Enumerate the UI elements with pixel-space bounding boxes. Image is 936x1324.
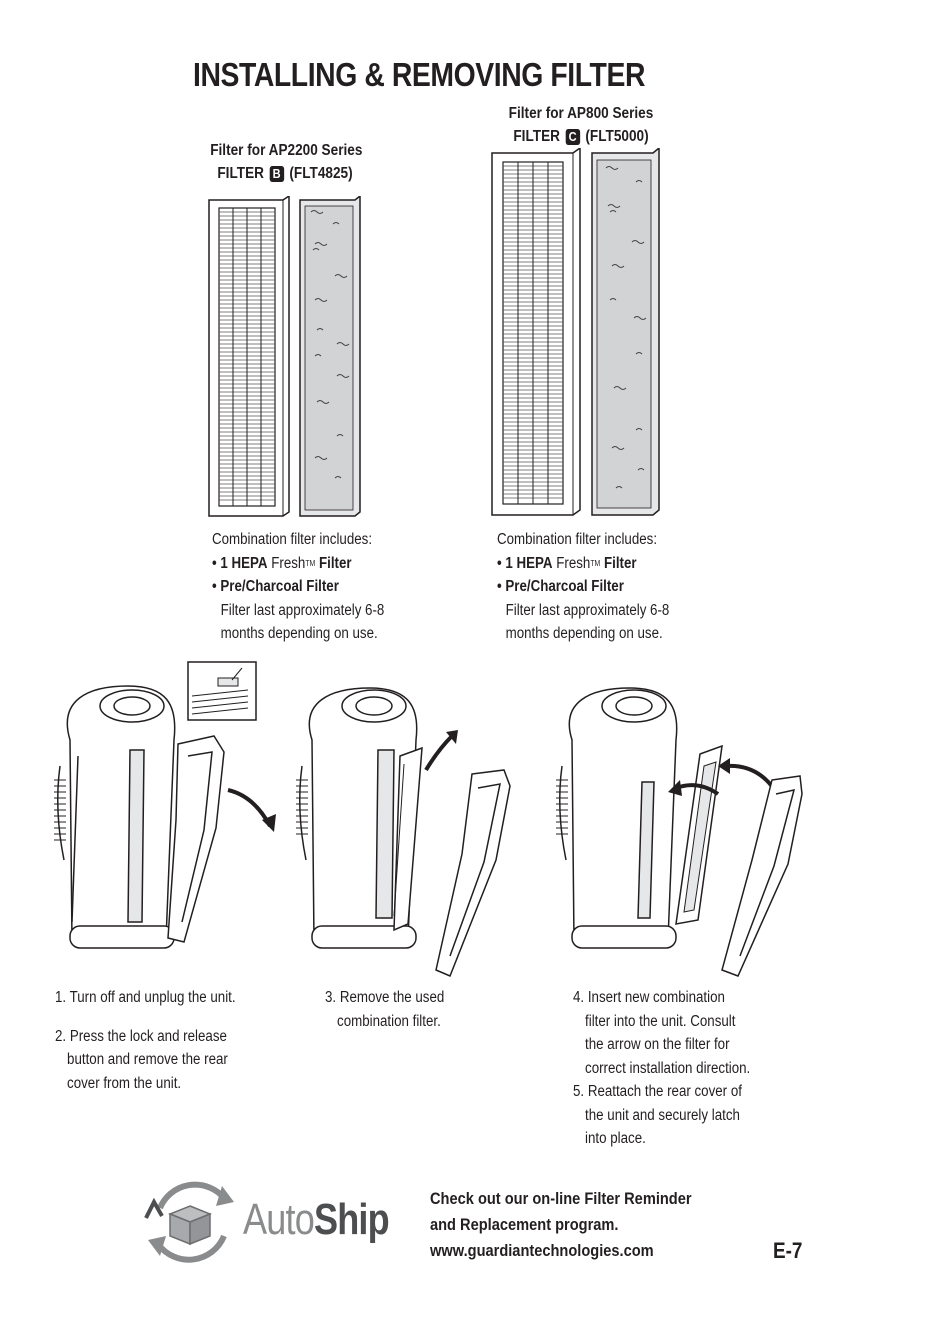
filter-c-header <box>506 102 656 148</box>
step-1-text: 1. Turn off and unplug the unit. <box>55 989 236 1006</box>
air-purifier-illustration <box>54 686 175 948</box>
step-1-2-illustration <box>48 660 288 960</box>
step-4-5-illustration <box>550 684 810 984</box>
page-number: E-7 <box>773 1238 803 1263</box>
curved-arrow-icon <box>726 766 776 792</box>
new-filter-illustration <box>676 746 722 924</box>
autoship-cycle-icon <box>138 1172 242 1272</box>
filter-b-header <box>210 139 363 185</box>
filter-reminder-promo: Check out our on-line Filter Reminder and Replacement program. www.guardiantechnologies.com <box>430 1186 692 1264</box>
rear-cover-illustration <box>436 770 510 976</box>
rear-cover-illustration <box>722 776 802 976</box>
charcoal-prefilter-icon <box>300 196 360 516</box>
autoship-wordmark: AutoShip <box>243 1195 389 1244</box>
step-5-text: 5. Reattach the rear cover of the unit and securely latch into place. <box>573 1083 742 1147</box>
filter-c-series: Filter for AP800 Series <box>508 105 654 122</box>
filter-b-series: Filter for AP2200 Series <box>210 142 363 159</box>
promo-url-link[interactable]: www.guardiantechnologies.com <box>430 1241 654 1260</box>
filter-letter-b-badge: B <box>269 166 283 182</box>
rear-cover-illustration <box>168 736 224 942</box>
filter-letter-c-badge: C <box>565 129 579 145</box>
steps-column-2 <box>325 986 444 1033</box>
curved-arrow-icon <box>426 736 452 770</box>
steps-column-1 <box>55 986 236 1095</box>
hepa-filter-icon <box>492 148 580 515</box>
charcoal-prefilter-icon <box>592 148 659 515</box>
filter-b-label: FILTER B (FLT4825) <box>217 165 353 182</box>
step-3-illustration <box>290 684 520 984</box>
package-box-icon <box>170 1206 210 1244</box>
filter-c-label: FILTER C (FLT5000) <box>513 128 649 145</box>
step-4-text: 4. Insert new combination filter into the unit. Consult the arrow on the filter for correct installation direction. <box>573 989 751 1077</box>
filter-b-drawing <box>205 196 365 520</box>
filter-c-drawing <box>488 148 663 518</box>
lock-detail-inset <box>188 662 256 720</box>
air-purifier-illustration <box>556 688 677 948</box>
page-title: INSTALLING & REMOVING FILTER <box>193 56 646 93</box>
filter-b-includes: Combination filter includes: • 1 HEPA FreshTM Filter • Pre/Charcoal Filter Filter last approximately 6-8 months depending on use. <box>212 531 385 643</box>
steps-column-3 <box>573 986 750 1151</box>
hepa-filter-icon <box>209 196 289 516</box>
step-2-text: 2. Press the lock and release button and remove the rear cover from the unit. <box>55 1027 228 1092</box>
filter-c-includes: Combination filter includes: • 1 HEPA FreshTM Filter • Pre/Charcoal Filter Filter last approximately 6-8 months depending on use. <box>497 531 670 643</box>
step-3-text: 3. Remove the used combination filter. <box>325 989 445 1030</box>
